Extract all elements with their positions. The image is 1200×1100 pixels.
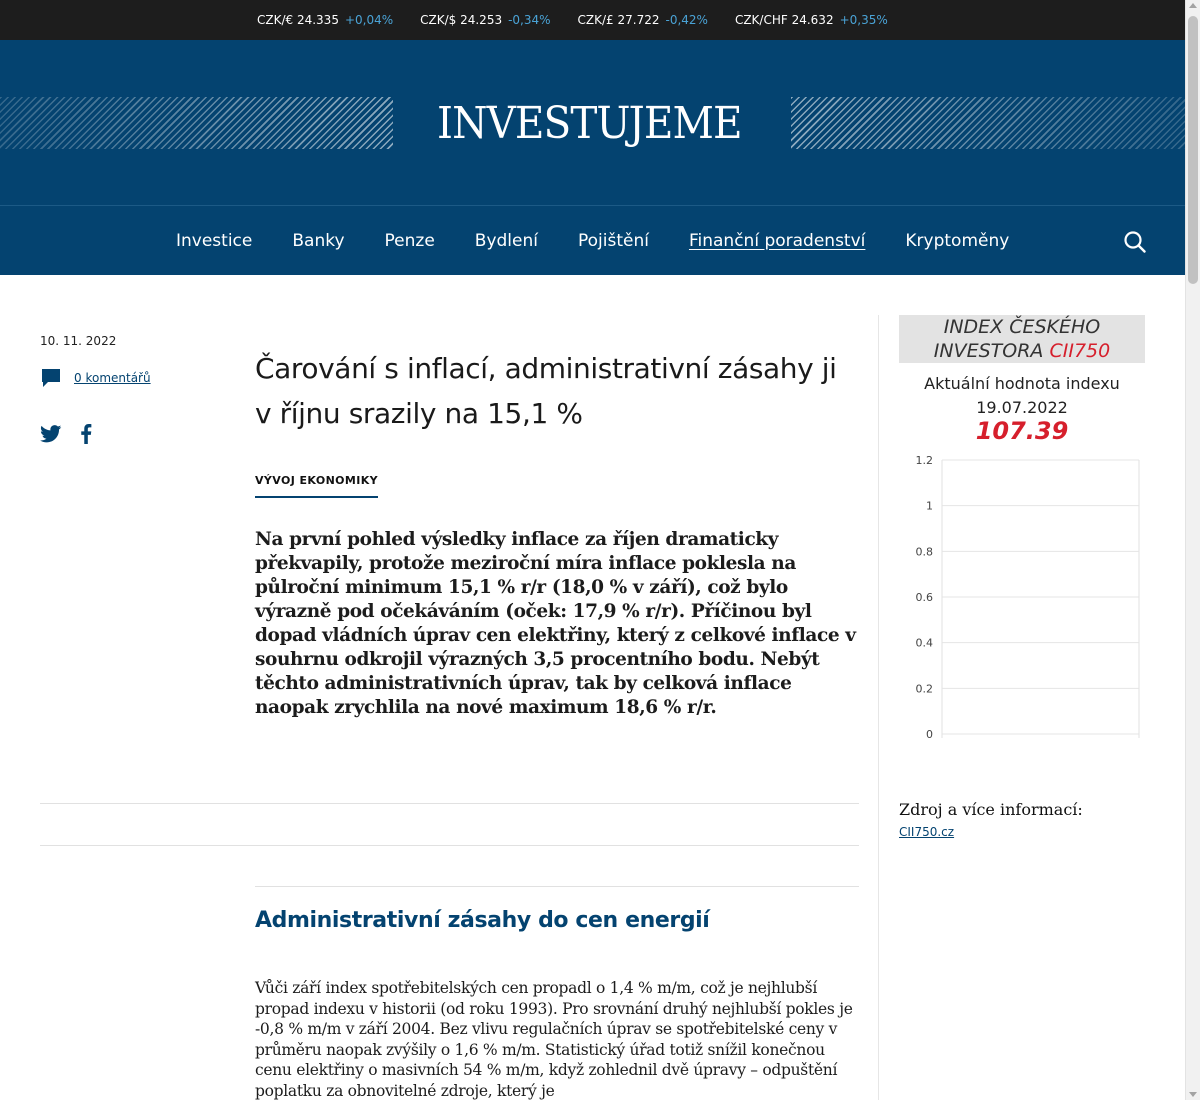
facebook-icon[interactable]	[80, 424, 92, 444]
ticker-change: +0,04%	[344, 13, 394, 27]
article-lead: Na první pohled výsledky inflace za říjen dramaticky překvapily, protože meziroční míra inflace poklesla na půlroční minimum 15,1 % r/r (18,0 % v září), což bylo výrazně pod očekáváním (oček: 17,9 % r/r). Příčinou byl dopad vládních úprav cen elektřiny, který z celkové inflace v souhrnu odkrojil výrazných 3,5 procentního bodu. Nebýt těchto administrativních úprav, tak by celková inflace naopak zrychlila na nové maximum 18,6 % r/r.	[255, 529, 856, 718]
nav-item-kryptomeny[interactable]: Kryptoměny	[905, 231, 1010, 251]
ticker-item	[578, 13, 708, 27]
index-title-line2	[899, 339, 1145, 363]
article-title: Čarování s inflací, administrativní zásahy ji v říjnu srazily na 15,1 %	[255, 352, 837, 430]
nav-item-bydleni[interactable]: Bydlení	[474, 231, 538, 251]
scroll-down-arrow-icon[interactable]	[1189, 1092, 1197, 1097]
nav-item-financni-poradenstvi[interactable]: Finanční poradenství	[688, 231, 866, 251]
ticker-change: -0,34%	[508, 13, 551, 27]
source-link[interactable]: CII750.cz	[899, 825, 955, 839]
chart-y-tick-label: 0.6	[915, 591, 933, 604]
currency-ticker	[0, 0, 1185, 40]
article-date: 10. 11. 2022	[40, 334, 117, 348]
chart-y-tick-label: 0.2	[915, 682, 933, 696]
ticker-change: +0,35%	[839, 13, 888, 27]
main-nav	[0, 205, 1185, 275]
ticker-change: -0,42%	[665, 13, 708, 27]
scroll-up-arrow-icon[interactable]	[1189, 3, 1197, 8]
divider	[255, 886, 859, 887]
index-chart	[899, 448, 1149, 748]
index-current-date: 19.07.2022	[976, 398, 1068, 417]
decorative-stripes-right	[791, 97, 1185, 149]
index-code: CII750	[1049, 340, 1111, 362]
ticker-pair: CZK/$ 24.253	[420, 13, 503, 27]
chart-y-tick-label: 0.8	[915, 545, 933, 559]
scrollbar[interactable]	[1185, 0, 1200, 1100]
decorative-stripes-left	[0, 97, 393, 149]
index-title-line1: INDEX ČESKÉHO	[943, 316, 1101, 338]
ticker-pair: CZK/£ 27.722	[577, 13, 660, 27]
masthead	[0, 40, 1185, 205]
nav-item-pojisteni[interactable]: Pojištění	[577, 231, 649, 251]
comment-icon	[40, 368, 62, 388]
divider	[40, 803, 859, 804]
chart-y-tick-label: 1	[926, 499, 933, 513]
ticker-item	[257, 13, 393, 27]
comments-link[interactable]: 0 komentářů	[74, 371, 151, 385]
ticker-item	[420, 13, 550, 27]
share-buttons	[40, 424, 92, 444]
nav-item-banky[interactable]: Banky	[292, 231, 345, 251]
index-current-label: Aktuální hodnota indexu	[924, 374, 1120, 393]
nav-item-penze[interactable]: Penze	[384, 231, 435, 251]
nav-item-investice[interactable]: Investice	[176, 231, 253, 251]
chart-y-tick-label: 0	[926, 728, 933, 741]
source-label: Zdroj a více informací:	[899, 800, 1083, 819]
index-title-box	[899, 315, 1145, 363]
index-current-value: 107.39	[975, 417, 1069, 445]
index-current-info	[899, 372, 1145, 420]
chart-y-tick-label: 0.4	[915, 636, 933, 650]
section-heading: Administrativní zásahy do cen energií	[255, 908, 710, 933]
index-title-text: INVESTORA	[933, 340, 1044, 362]
ticker-pair: CZK/€ 24.335	[257, 13, 339, 27]
site-logo[interactable]: INVESTUJEME	[437, 98, 742, 149]
search-icon[interactable]	[1123, 230, 1147, 254]
sidebar-divider	[878, 315, 879, 1100]
article-category-tag[interactable]: VÝVOJ EKONOMIKY	[255, 474, 378, 498]
divider	[40, 845, 859, 846]
article-body: Vůči září index spotřebitelských cen propadl o 1,4 % m/m, což je nejhlubší propad indexu v historii (od roku 1993). Pro srovnání druhý nejhlubší pokles je -0,8 % m/m v září 2004. Bez vlivu regulačních úprav se spotřebitelské ceny v průměru naopak zvýšily o 1,6 % m/m. Statistický úřad totiž snížil konečnou cenu elektřiny o masivních 54 % m/m, když zohlednil dvě úpravy – odpuštění poplatku za obnovitelné zdroje, který je	[255, 979, 853, 1100]
ticker-pair: CZK/CHF 24.632	[734, 13, 834, 27]
chart-y-tick-label: 1.2	[915, 454, 933, 467]
scrollbar-thumb[interactable]	[1188, 16, 1198, 284]
twitter-icon[interactable]	[40, 425, 62, 443]
comments-link-group[interactable]	[40, 368, 151, 388]
ticker-item	[735, 13, 888, 27]
